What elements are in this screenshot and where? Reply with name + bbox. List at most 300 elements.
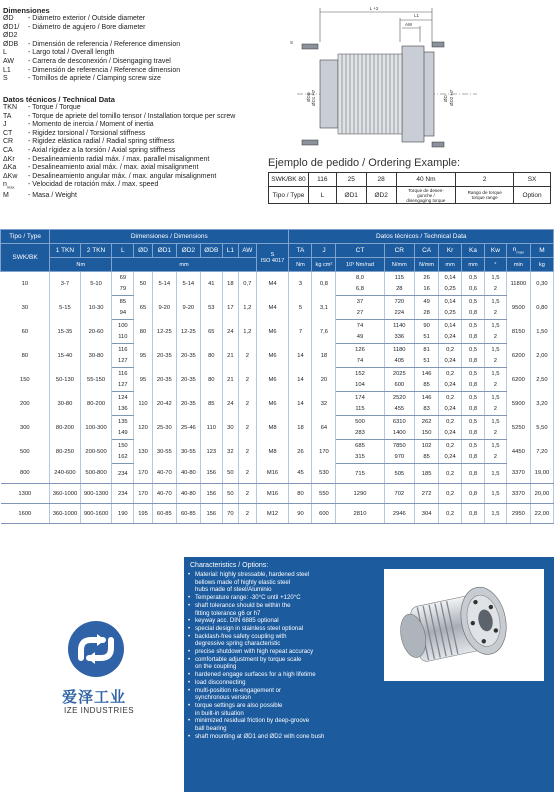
cell-l1: 70 bbox=[222, 504, 238, 524]
cell-1tkn: 30-80 bbox=[50, 392, 81, 416]
cell-s: M8 bbox=[256, 416, 289, 440]
drawing-label-aw: AW bbox=[405, 22, 413, 27]
cell-ca: 49 bbox=[415, 296, 439, 308]
cell-2tkn: 30-80 bbox=[80, 344, 112, 368]
cell-ct: 283 bbox=[336, 428, 384, 440]
cell-cr: 702 bbox=[384, 484, 415, 504]
technical-symbol: ΔKr bbox=[3, 155, 15, 163]
characteristic-item bbox=[188, 656, 370, 671]
cell-ka: 0,8 bbox=[462, 428, 485, 440]
technical-row bbox=[3, 192, 235, 201]
dimension-description: - Tornillos de apriete / Clamping screw size bbox=[28, 75, 161, 83]
dimension-symbol: ØD1/ØD2 bbox=[3, 23, 20, 40]
table-row bbox=[1, 440, 554, 452]
cell-db: 85 bbox=[200, 392, 222, 416]
cell-cr: 970 bbox=[384, 452, 415, 464]
cell-d1: 30-55 bbox=[152, 440, 176, 464]
order-value: 116 bbox=[308, 173, 336, 187]
cell-nmax: 6200 bbox=[506, 368, 530, 392]
table-row bbox=[1, 504, 554, 524]
technical-description: - Desalineamiento radial máx. / max. parallel misalignment bbox=[28, 155, 210, 163]
characteristic-item bbox=[188, 594, 370, 602]
characteristic-item bbox=[188, 717, 370, 732]
technical-header: Datos técnicos / Technical Data bbox=[289, 230, 554, 244]
characteristic-item bbox=[188, 687, 370, 702]
technical-description: - Momento de inercia / Moment of inertia bbox=[28, 121, 154, 129]
characteristic-item bbox=[188, 648, 370, 656]
table-row bbox=[1, 296, 554, 308]
cell-j: 600 bbox=[312, 504, 336, 524]
cell-2tkn: 10-30 bbox=[80, 296, 112, 320]
cell-1tkn: 15-40 bbox=[50, 344, 81, 368]
cell-aw: 0,7 bbox=[239, 272, 256, 296]
bullet-icon: • bbox=[188, 594, 191, 602]
cell-l: 85 bbox=[112, 296, 134, 308]
cell-1tkn: 360-1000 bbox=[50, 484, 81, 504]
bullet-icon: • bbox=[188, 686, 191, 694]
cell-kr: 0,24 bbox=[439, 452, 462, 464]
cell-d2: 60-85 bbox=[176, 504, 200, 524]
cell-ct: 126 bbox=[336, 344, 384, 356]
technical-description: - Masa / Weight bbox=[28, 192, 77, 200]
order-value: 40 Nm bbox=[396, 173, 456, 187]
table-row bbox=[1, 272, 554, 284]
cell-2tkn: 55-150 bbox=[80, 368, 112, 392]
cell-kw: 1,5 bbox=[485, 484, 507, 504]
bullet-icon: • bbox=[188, 571, 191, 578]
cell-nmax: 5900 bbox=[506, 392, 530, 416]
unit-header: N/mm bbox=[384, 258, 415, 272]
order-value: 28 bbox=[366, 173, 396, 187]
cell-ta: 3 bbox=[289, 272, 312, 296]
unit-header: 10³ Nm/rad bbox=[336, 258, 384, 272]
technical-description: - Desalineamiento axial máx. / max. axial misalignment bbox=[28, 164, 199, 172]
cell-d: 170 bbox=[134, 464, 153, 484]
drawing-label-l: L +2 bbox=[369, 6, 379, 11]
dimension-description: - Largo total / Overall length bbox=[28, 49, 115, 57]
characteristic-item bbox=[188, 625, 370, 633]
cell-kr: 0,25 bbox=[439, 308, 462, 320]
cell-kw: 1,5 bbox=[485, 464, 507, 484]
cell-ta: 14 bbox=[289, 368, 312, 392]
unit-header: Nm bbox=[50, 258, 112, 272]
cell-d: 170 bbox=[134, 484, 153, 504]
cell-m: 7,20 bbox=[530, 440, 553, 464]
cell-ka: 0,8 bbox=[462, 484, 485, 504]
characteristic-text: Material: highly stressable, hardened steel bellows made of highly elastic steel hubs made of steel/Aluminio bbox=[195, 571, 310, 594]
cell-d: 95 bbox=[134, 344, 153, 368]
cell-ka: 0,5 bbox=[462, 344, 485, 356]
cell-ka: 0,5 bbox=[462, 296, 485, 308]
cell-ta: 7 bbox=[289, 320, 312, 344]
cell-j: 170 bbox=[312, 440, 336, 464]
cell-ct: 500 bbox=[336, 416, 384, 428]
technical-row bbox=[3, 138, 235, 147]
cell-ta: 45 bbox=[289, 464, 312, 484]
order-value: SWK/BK 80 bbox=[269, 173, 309, 187]
table-row bbox=[1, 416, 554, 428]
column-header: Kr bbox=[439, 244, 462, 258]
cell-d: 50 bbox=[134, 272, 153, 296]
cell-kw: 1,5 bbox=[485, 320, 507, 332]
characteristic-item bbox=[188, 617, 370, 625]
cell-kr: 0,25 bbox=[439, 284, 462, 296]
brand-chinese-name: 爱泽工业 bbox=[62, 688, 127, 706]
cell-l1: 50 bbox=[222, 484, 238, 504]
cell-kr: 0,2 bbox=[439, 440, 462, 452]
cell-ca: 16 bbox=[415, 284, 439, 296]
cell-kr: 0,24 bbox=[439, 404, 462, 416]
cell-2tkn: 5-10 bbox=[80, 272, 112, 296]
cell-2tkn: 80-200 bbox=[80, 392, 112, 416]
cell-1tkn: 15-35 bbox=[50, 320, 81, 344]
cell-d: 110 bbox=[134, 392, 153, 416]
characteristic-text: keyway acc. DIN 6885 optional bbox=[195, 617, 279, 625]
cell-d2: 30-55 bbox=[176, 440, 200, 464]
dimension-row bbox=[3, 24, 180, 41]
cell-kw: 1,5 bbox=[485, 504, 507, 524]
column-header: CA bbox=[415, 244, 439, 258]
cell-cr: 115 bbox=[384, 272, 415, 284]
cell-kw: 1,5 bbox=[485, 368, 507, 380]
technical-description: - Torque / Torque bbox=[28, 104, 81, 111]
cell-ka: 0,5 bbox=[462, 416, 485, 428]
cell-m: 22,00 bbox=[530, 504, 553, 524]
cell-ka: 0,8 bbox=[462, 452, 485, 464]
cell-db: 156 bbox=[200, 464, 222, 484]
column-header: J bbox=[312, 244, 336, 258]
dimension-row bbox=[3, 49, 180, 58]
cell-l1: 24 bbox=[222, 320, 238, 344]
order-label: ØD2 bbox=[366, 187, 396, 204]
column-header: CR bbox=[384, 244, 415, 258]
cell-ta: 90 bbox=[289, 504, 312, 524]
cell-kr: 0,2 bbox=[439, 392, 462, 404]
characteristic-text: special design in stainless steel optional bbox=[195, 624, 304, 632]
cell-ka: 0,5 bbox=[462, 440, 485, 452]
bullet-icon: • bbox=[188, 717, 191, 725]
cell-kr: 0,24 bbox=[439, 428, 462, 440]
cell-s: M6 bbox=[256, 368, 289, 392]
cell-aw: 2 bbox=[239, 368, 256, 392]
brand-english-name: IZE INDUSTRIES bbox=[64, 706, 135, 715]
column-header: CT bbox=[336, 244, 384, 258]
cell-d2: 25-46 bbox=[176, 416, 200, 440]
cell-l: 69 bbox=[112, 272, 134, 284]
dimensions-title: Dimensiones bbox=[3, 6, 50, 15]
cell-nmax: 9500 bbox=[506, 296, 530, 320]
cell-ca: 83 bbox=[415, 404, 439, 416]
cell-type: 500 bbox=[1, 440, 50, 464]
cell-s: M6 bbox=[256, 392, 289, 416]
characteristic-item bbox=[188, 702, 370, 717]
cell-kw: 2 bbox=[485, 452, 507, 464]
cell-d: 195 bbox=[134, 504, 153, 524]
cell-ka: 0,5 bbox=[462, 368, 485, 380]
order-table bbox=[268, 172, 551, 204]
cell-kw: 2 bbox=[485, 332, 507, 344]
unit-header: kg bbox=[530, 258, 553, 272]
cell-d: 120 bbox=[134, 416, 153, 440]
cell-aw: 2 bbox=[239, 484, 256, 504]
cell-j: 64 bbox=[312, 416, 336, 440]
cell-l1: 21 bbox=[222, 368, 238, 392]
cell-kw: 1,5 bbox=[485, 440, 507, 452]
cell-ka: 0,8 bbox=[462, 332, 485, 344]
technical-symbol: CT bbox=[3, 129, 13, 137]
type-subheader: SWK/BK bbox=[1, 244, 50, 272]
cell-l: 124 bbox=[112, 392, 134, 404]
cell-cr: 405 bbox=[384, 356, 415, 368]
cell-cr: 1180 bbox=[384, 344, 415, 356]
cell-cr: 224 bbox=[384, 308, 415, 320]
cell-ka: 0,8 bbox=[462, 504, 485, 524]
characteristic-text: comfortable adjustment by torque scale on the coupling bbox=[195, 655, 302, 671]
cell-kw: 1,5 bbox=[485, 392, 507, 404]
cell-kr: 0,24 bbox=[439, 332, 462, 344]
technical-description: - Axial rígidez a la torsión / Axial spring stiffness bbox=[28, 146, 176, 154]
bullet-icon: • bbox=[188, 732, 191, 740]
characteristic-item bbox=[188, 571, 370, 594]
cell-kr: 0,14 bbox=[439, 296, 462, 308]
cell-1tkn: 240-600 bbox=[50, 464, 81, 484]
cell-type: 1300 bbox=[1, 484, 50, 504]
cell-d: 130 bbox=[134, 440, 153, 464]
technical-symbol: CR bbox=[3, 138, 14, 146]
cell-d1: 20-35 bbox=[152, 344, 176, 368]
cell-ct: 685 bbox=[336, 440, 384, 452]
drawing-label-d1: ØD1 H7 bbox=[311, 89, 316, 106]
column-header: L bbox=[112, 244, 134, 258]
cell-cr: 28 bbox=[384, 284, 415, 296]
cell-s: M4 bbox=[256, 296, 289, 320]
column-header: ØD2 bbox=[176, 244, 200, 258]
cell-j: 0,8 bbox=[312, 272, 336, 296]
cell-ca: 102 bbox=[415, 440, 439, 452]
technical-description: - Velocidad de rotación máx. / max. speed bbox=[28, 181, 159, 189]
cell-ka: 0,6 bbox=[462, 284, 485, 296]
unit-header: kg cm² bbox=[312, 258, 336, 272]
cell-ta: 5 bbox=[289, 296, 312, 320]
order-label: Torque de desen- gunche / disengaging torque bbox=[396, 187, 456, 204]
order-label: Option bbox=[514, 187, 551, 204]
cell-d1: 12-25 bbox=[152, 320, 176, 344]
order-title: Ejemplo de pedido / Ordering Example: bbox=[268, 157, 460, 169]
cell-j: 550 bbox=[312, 484, 336, 504]
order-label: Rango de torque torque range bbox=[456, 187, 514, 204]
cell-ct: 37 bbox=[336, 296, 384, 308]
bullet-icon: • bbox=[188, 671, 191, 679]
cell-l1: 21 bbox=[222, 344, 238, 368]
cell-1tkn: 80-200 bbox=[50, 416, 81, 440]
unit-header: mm bbox=[462, 258, 485, 272]
cell-ct: 152 bbox=[336, 368, 384, 380]
cell-d1: 40-70 bbox=[152, 484, 176, 504]
cell-j: 32 bbox=[312, 392, 336, 416]
characteristic-text: precise shutdown with high repeat accuracy bbox=[195, 648, 314, 656]
bullet-icon: • bbox=[188, 648, 191, 656]
cell-ta: 26 bbox=[289, 440, 312, 464]
cell-l1: 50 bbox=[222, 464, 238, 484]
technical-row bbox=[3, 130, 235, 139]
cell-kr: 0,24 bbox=[439, 356, 462, 368]
cell-kw: 2 bbox=[485, 308, 507, 320]
cell-ct: 49 bbox=[336, 332, 384, 344]
table-row bbox=[1, 368, 554, 380]
order-label: Tipo / Type bbox=[269, 187, 309, 204]
cell-d1: 20-35 bbox=[152, 368, 176, 392]
cell-ct: 2810 bbox=[336, 504, 384, 524]
cell-l: 136 bbox=[112, 404, 134, 416]
bullet-icon: • bbox=[188, 678, 191, 686]
unit-header: mm bbox=[439, 258, 462, 272]
technical-row bbox=[3, 113, 235, 122]
cell-d2: 12-25 bbox=[176, 320, 200, 344]
technical-row bbox=[3, 147, 235, 156]
bullet-icon: • bbox=[188, 617, 191, 625]
cell-s: M4 bbox=[256, 272, 289, 296]
dimension-row bbox=[3, 15, 180, 24]
cell-type: 800 bbox=[1, 464, 50, 484]
cell-2tkn: 500-800 bbox=[80, 464, 112, 484]
cell-ct: 8,0 bbox=[336, 272, 384, 284]
cell-cr: 455 bbox=[384, 404, 415, 416]
cell-l1: 24 bbox=[222, 392, 238, 416]
cell-ka: 0,8 bbox=[462, 380, 485, 392]
cell-aw: 1,2 bbox=[239, 296, 256, 320]
cell-kr: 0,14 bbox=[439, 272, 462, 284]
cell-1tkn: 5-15 bbox=[50, 296, 81, 320]
cell-1tkn: 360-1000 bbox=[50, 504, 81, 524]
cell-type: 150 bbox=[1, 368, 50, 392]
characteristic-text: torque settings are also possible in built-in situation bbox=[195, 701, 283, 717]
cell-kr: 0,14 bbox=[439, 320, 462, 332]
cell-j: 20 bbox=[312, 368, 336, 392]
cell-type: 80 bbox=[1, 344, 50, 368]
technical-row bbox=[3, 104, 235, 113]
cell-d2: 9-20 bbox=[176, 296, 200, 320]
cell-kw: 2 bbox=[485, 284, 507, 296]
type-header: Tipo / Type bbox=[1, 230, 50, 244]
cell-2tkn: 200-500 bbox=[80, 440, 112, 464]
cell-nmax: 8150 bbox=[506, 320, 530, 344]
cell-db: 41 bbox=[200, 272, 222, 296]
column-header: Kw bbox=[485, 244, 507, 258]
cell-s: M16 bbox=[256, 484, 289, 504]
table-row bbox=[1, 392, 554, 404]
cell-ca: 304 bbox=[415, 504, 439, 524]
cell-j: 18 bbox=[312, 344, 336, 368]
cell-m: 3,20 bbox=[530, 392, 553, 416]
cell-cr: 720 bbox=[384, 296, 415, 308]
technical-row bbox=[3, 164, 235, 173]
drawing-label-db: ØDB bbox=[306, 92, 311, 102]
column-header: L1 bbox=[222, 244, 238, 258]
cell-m: 19,00 bbox=[530, 464, 553, 484]
characteristic-text: hardened engage surfaces for a high lifetime bbox=[195, 671, 316, 679]
cell-d1: 60-85 bbox=[152, 504, 176, 524]
cell-ca: 26 bbox=[415, 272, 439, 284]
cell-l: 127 bbox=[112, 356, 134, 368]
cell-kw: 2 bbox=[485, 356, 507, 368]
technical-description: - Rigidez torsional / Torsional stiffness bbox=[28, 129, 146, 137]
technical-symbol: $n_{max}$ bbox=[3, 181, 15, 190]
characteristic-text: shaft tolerance should be within the fitting tolerance g6 or h7 bbox=[195, 601, 291, 617]
technical-symbol: CA bbox=[3, 146, 13, 154]
cell-j: 3,1 bbox=[312, 296, 336, 320]
cell-m: 1,50 bbox=[530, 320, 553, 344]
cell-cr: 7850 bbox=[384, 440, 415, 452]
cell-cr: 1400 bbox=[384, 428, 415, 440]
unit-header: ° bbox=[485, 258, 507, 272]
cell-l: 79 bbox=[112, 284, 134, 296]
cell-d: 65 bbox=[134, 296, 153, 320]
cell-cr: 2946 bbox=[384, 504, 415, 524]
cell-d1: 20-42 bbox=[152, 392, 176, 416]
cell-nmax: 6200 bbox=[506, 344, 530, 368]
drawing-label-l1: L1 bbox=[414, 13, 420, 18]
cell-l: 234 bbox=[112, 464, 134, 484]
cell-ka: 0,8 bbox=[462, 308, 485, 320]
cell-l: 150 bbox=[112, 440, 134, 452]
characteristics-title: Characteristics / Options: bbox=[190, 562, 269, 569]
cell-kr: 0,2 bbox=[439, 464, 462, 484]
cell-ka: 0,8 bbox=[462, 464, 485, 484]
technical-symbol: ΔKw bbox=[3, 172, 18, 180]
dimensions-list bbox=[3, 15, 180, 84]
cell-nmax: 3370 bbox=[506, 464, 530, 484]
cell-type: 30 bbox=[1, 296, 50, 320]
dimension-symbol: ØDB bbox=[3, 40, 19, 48]
cell-ct: 74 bbox=[336, 356, 384, 368]
cell-j: 530 bbox=[312, 464, 336, 484]
cell-ca: 90 bbox=[415, 320, 439, 332]
cell-l: 127 bbox=[112, 380, 134, 392]
column-header: Ka bbox=[462, 244, 485, 258]
cell-ca: 81 bbox=[415, 344, 439, 356]
order-value: SX bbox=[514, 173, 551, 187]
dimension-description: - Dimensión de referencia / Reference dimension bbox=[28, 40, 181, 48]
order-label: L bbox=[308, 187, 336, 204]
cell-kr: 0,2 bbox=[439, 344, 462, 356]
bullet-icon: • bbox=[188, 701, 191, 709]
cell-ka: 0,8 bbox=[462, 404, 485, 416]
cell-d1: 25-30 bbox=[152, 416, 176, 440]
technical-row bbox=[3, 173, 235, 182]
cell-cr: 336 bbox=[384, 332, 415, 344]
cell-d1: 40-70 bbox=[152, 464, 176, 484]
cell-m: 2,50 bbox=[530, 368, 553, 392]
column-header: ØD1 bbox=[152, 244, 176, 258]
cell-2tkn: 900-1300 bbox=[80, 484, 112, 504]
column-header: $n_{max}$ bbox=[506, 244, 530, 258]
cell-l: 190 bbox=[112, 504, 134, 524]
cell-s: M16 bbox=[256, 464, 289, 484]
cell-nmax: 3370 bbox=[506, 484, 530, 504]
technical-legend bbox=[3, 95, 235, 201]
cell-ca: 146 bbox=[415, 392, 439, 404]
cell-ca: 28 bbox=[415, 308, 439, 320]
technical-symbol: TKN bbox=[3, 104, 17, 111]
cell-l: 116 bbox=[112, 344, 134, 356]
cell-aw: 2 bbox=[239, 392, 256, 416]
bullet-icon: • bbox=[188, 601, 191, 609]
cell-s: M6 bbox=[256, 344, 289, 368]
technical-row bbox=[3, 156, 235, 165]
cell-nmax: 11800 bbox=[506, 272, 530, 296]
characteristic-text: minimized residual friction by deep-groove ball bearing bbox=[195, 717, 310, 733]
cell-ka: 0,5 bbox=[462, 320, 485, 332]
